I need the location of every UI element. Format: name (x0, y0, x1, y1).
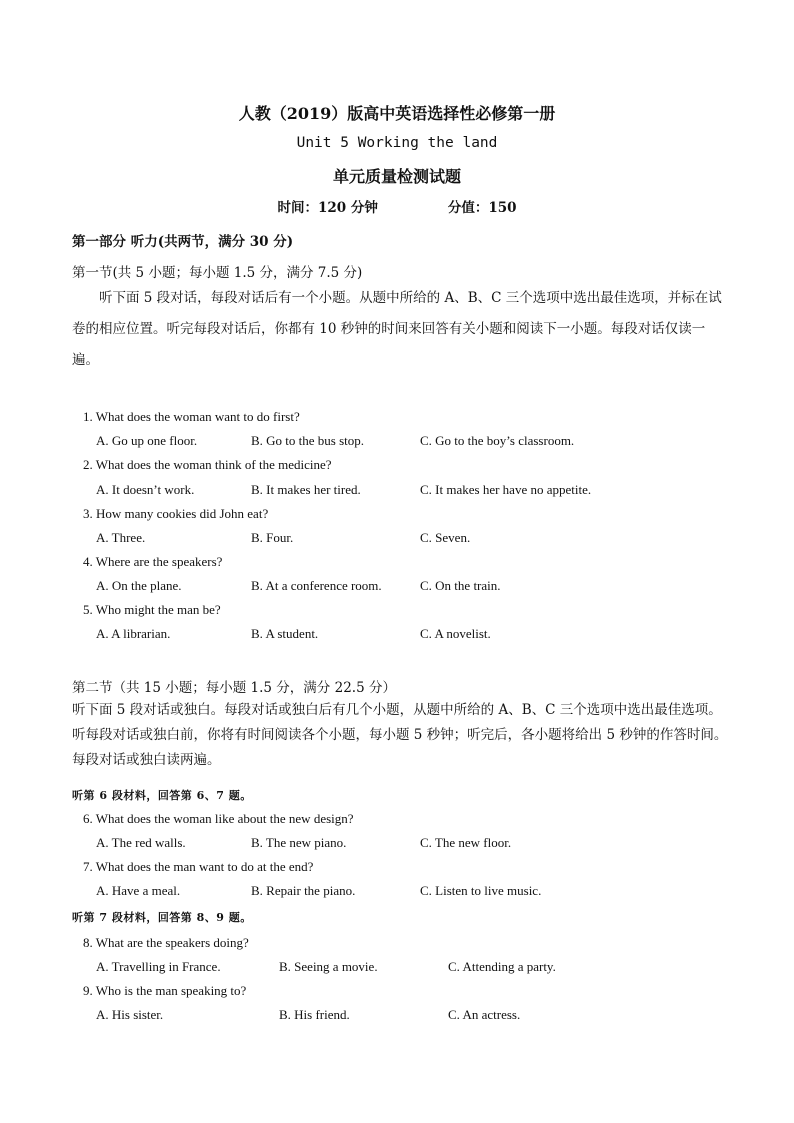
question-6: 6. What does the woman like about the new design? (83, 811, 354, 826)
option-9b: B. His friend. (279, 1007, 350, 1022)
score-label: 分值：150 (447, 200, 517, 216)
option-5a: A. A librarian. (96, 626, 171, 641)
option-3b: B. Four. (251, 530, 294, 545)
option-4c: C. On the train. (420, 578, 501, 593)
option-3a: A. Three. (96, 530, 146, 545)
option-5c: C. A novelist. (420, 626, 491, 641)
option-2b: B. It makes her tired. (251, 482, 361, 497)
question-3: 3. How many cookies did John eat? (83, 506, 269, 521)
option-4b: B. At a conference room. (251, 578, 382, 593)
exam-title: 人教（2019）版高中英语选择性必修第一册 (238, 104, 556, 123)
question-2: 2. What does the woman think of the medicine? (83, 457, 332, 472)
option-6b: B. The new piano. (251, 835, 347, 850)
time-score-line (0, 196, 794, 216)
option-2c: C. It makes her have no appetite. (420, 482, 592, 497)
question-8: 8. What are the speakers doing? (83, 935, 249, 950)
material-note-7: 听第 7 段材料，回答第 8、9 题。 (72, 911, 252, 924)
option-7b: B. Repair the piano. (251, 883, 356, 898)
option-1c: C. Go to the boy’s classroom. (420, 433, 575, 448)
option-6c: C. The new floor. (420, 835, 512, 850)
question-4: 4. Where are the speakers? (83, 554, 223, 569)
question-9: 9. Who is the man speaking to? (83, 983, 247, 998)
question-7: 7. What does the man want to do at the end? (83, 859, 314, 874)
section2-instructions: 听下面 5 段对话或独白。每段对话或独白后有几个小题，从题中所给的 A、B、C 三个选项中选出最佳选项。听每段对话或独白前，你将有时间阅读各个小题，每小题 5 秒钟；听完后，各小题将给出 5 秒钟的作答时间。每段对话或独白读两遍。 (72, 702, 728, 768)
option-2a: A. It doesn’t work. (96, 482, 195, 497)
option-7c: C. Listen to live music. (420, 883, 542, 898)
option-3c: C. Seven. (420, 530, 471, 545)
question-5: 5. Who might the man be? (83, 602, 221, 617)
option-8b: B. Seeing a movie. (279, 959, 378, 974)
option-5b: B. A student. (251, 626, 319, 641)
option-8a: A. Travelling in France. (96, 959, 221, 974)
option-9a: A. His sister. (96, 1007, 164, 1022)
option-1b: B. Go to the bus stop. (251, 433, 365, 448)
part1-heading: 第一部分 听力(共两节，满分 30 分) (72, 234, 294, 250)
exam-subtitle: 单元质量检测试题 (332, 167, 461, 186)
time-label: 时间：120 分钟 (277, 200, 378, 216)
option-4a: A. On the plane. (96, 578, 182, 593)
unit-title: Unit 5 Working the land (296, 135, 498, 151)
option-6a: A. The red walls. (96, 835, 186, 850)
option-1a: A. Go up one floor. (96, 433, 198, 448)
section1-heading: 第一节(共 5 小题；每小题 1.5 分，满分 7.5 分) (72, 265, 363, 281)
section2-heading: 第二节（共 15 小题；每小题 1.5 分，满分 22.5 分） (72, 680, 396, 696)
option-9c: C. An actress. (448, 1007, 521, 1022)
material-note-6: 听第 6 段材料，回答第 6、7 题。 (72, 789, 252, 802)
section1-instructions: 听下面 5 段对话，每段对话后有一个小题。从题中所给的 A、B、C 三个选项中选出最佳选项，并标在试卷的相应位置。听完每段对话后，你都有 10 秒钟的时间来回答有关小题和阅读下一小题。每段对话仅读一遍。 (72, 290, 722, 368)
option-8c: C. Attending a party. (448, 959, 556, 974)
option-7a: A. Have a meal. (96, 883, 181, 898)
question-1: 1. What does the woman want to do first? (83, 409, 300, 424)
